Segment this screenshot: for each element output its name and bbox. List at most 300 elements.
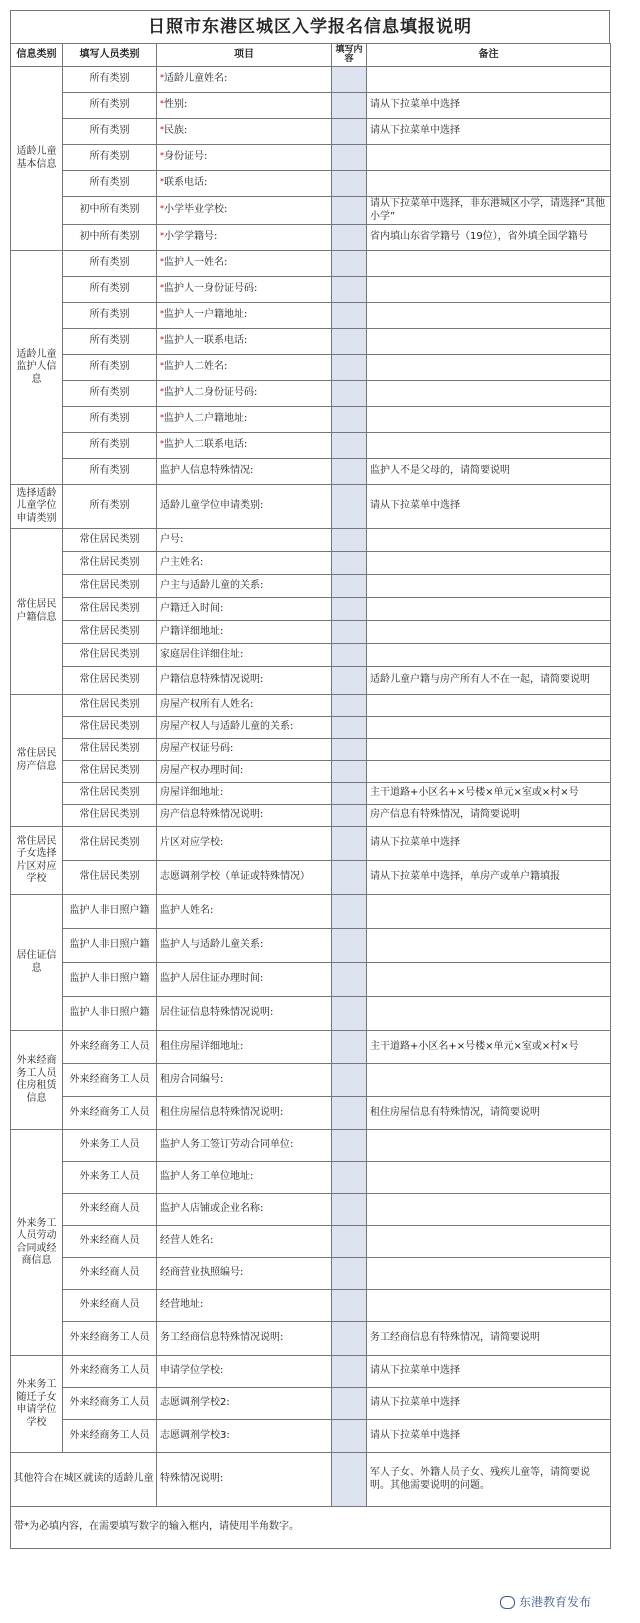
note-cell: [367, 67, 611, 93]
table-row: [11, 1194, 611, 1226]
role-cell: 常住居民类别: [63, 575, 157, 598]
role-cell: 常住居民类别: [63, 644, 157, 667]
table-row: [11, 761, 611, 783]
note-cell: [367, 1064, 611, 1097]
role-cell: 外来经商人员: [63, 1290, 157, 1322]
role-cell: 外来经商人员: [63, 1258, 157, 1290]
note-cell: [367, 1130, 611, 1162]
item-label: 监护人二身份证号码:: [164, 387, 258, 399]
fill-input-cell[interactable]: [332, 381, 367, 407]
required-mark: *: [160, 231, 164, 241]
item-cell: [157, 717, 332, 739]
role-cell: 外来务工人员: [63, 1162, 157, 1194]
fill-input-cell[interactable]: [332, 997, 367, 1031]
role-cell: 监护人非日照户籍: [63, 929, 157, 963]
role-cell: 外来经商务工人员: [63, 1097, 157, 1130]
role-cell: 外来经商务工人员: [63, 1356, 157, 1388]
table-row: [11, 1420, 611, 1453]
required-mark: *: [160, 309, 164, 319]
required-mark: *: [160, 361, 164, 371]
item-label: 小学学籍号:: [164, 231, 218, 243]
table-row: [11, 329, 611, 355]
watermark-text: 东港教育发布: [519, 1595, 592, 1609]
fill-input-cell[interactable]: [332, 783, 367, 805]
note-cell: 请从下拉菜单中选择，单房产或单户籍填报: [367, 861, 611, 895]
required-mark: *: [160, 439, 164, 449]
required-mark: *: [160, 151, 164, 161]
fill-input-cell[interactable]: [332, 407, 367, 433]
note-cell: [367, 963, 611, 997]
note-cell: [367, 695, 611, 717]
info-table: [10, 43, 611, 1549]
table-row: [11, 997, 611, 1031]
note-cell: 监护人不是父母的，请简要说明: [367, 459, 611, 485]
category-cell: 常住居民房产信息: [11, 695, 63, 827]
item-label: 适龄儿童学位申请类别:: [160, 500, 264, 512]
item-label: 监护人一户籍地址:: [164, 309, 248, 321]
note-cell: 适龄儿童户籍与房产所有人不在一起，请简要说明: [367, 667, 611, 695]
role-cell: 常住居民类别: [63, 783, 157, 805]
required-mark: *: [160, 73, 164, 83]
note-cell: 主干道路+小区名+×号楼×单元×室或×村×号: [367, 1031, 611, 1064]
fill-input-cell[interactable]: [332, 433, 367, 459]
item-cell: [157, 93, 332, 119]
item-cell: [157, 145, 332, 171]
item-label: 经商营业执照编号:: [160, 1267, 244, 1279]
note-cell: 请从下拉菜单中选择: [367, 827, 611, 861]
item-label: 志愿调剂学校2:: [160, 1397, 230, 1409]
info-sheet: [10, 10, 610, 1549]
note-cell: [367, 433, 611, 459]
header-note: 备注: [367, 44, 611, 67]
fill-input-cell[interactable]: [332, 485, 367, 529]
fill-input-cell[interactable]: [332, 197, 367, 225]
role-cell: 监护人非日照户籍: [63, 895, 157, 929]
note-cell: [367, 1162, 611, 1194]
item-cell: [157, 1322, 332, 1356]
role-cell: 监护人非日照户籍: [63, 997, 157, 1031]
item-cell: [157, 355, 332, 381]
item-cell: [157, 407, 332, 433]
item-cell: [157, 277, 332, 303]
fill-input-cell[interactable]: [332, 1097, 367, 1130]
fill-input-cell[interactable]: [332, 827, 367, 861]
fill-input-cell[interactable]: [332, 1194, 367, 1226]
note-cell: 省内填山东省学籍号（19位），省外填全国学籍号: [367, 225, 611, 251]
role-cell: 外来务工人员: [63, 1130, 157, 1162]
note-cell: [367, 552, 611, 575]
role-cell: 所有类别: [63, 277, 157, 303]
role-cell: 常住居民类别: [63, 717, 157, 739]
fill-input-cell[interactable]: [332, 598, 367, 621]
item-cell: [157, 529, 332, 552]
fill-input-cell[interactable]: [332, 667, 367, 695]
category-cell: 外来务工人员劳动合同或经商信息: [11, 1130, 63, 1356]
table-row: [11, 861, 611, 895]
item-cell: [157, 895, 332, 929]
note-cell: 请从下拉菜单中选择: [367, 1388, 611, 1420]
note-cell: [367, 303, 611, 329]
note-cell: [367, 997, 611, 1031]
note-cell: [367, 277, 611, 303]
table-row: [11, 1130, 611, 1162]
note-cell: [367, 761, 611, 783]
category-cell: 常住居民子女选择片区对应学校: [11, 827, 63, 895]
table-row: [11, 485, 611, 529]
table-row: [11, 119, 611, 145]
role-cell: 所有类别: [63, 251, 157, 277]
item-cell: [157, 575, 332, 598]
fill-input-cell[interactable]: [332, 1322, 367, 1356]
table-row: [11, 529, 611, 552]
role-cell: 外来经商务工人员: [63, 1388, 157, 1420]
note-cell: 租住房屋信息有特殊情况，请简要说明: [367, 1097, 611, 1130]
item-cell: [157, 997, 332, 1031]
fill-input-cell[interactable]: [332, 1290, 367, 1322]
table-row: [11, 895, 611, 929]
fill-input-cell[interactable]: [332, 1130, 367, 1162]
required-mark: *: [160, 413, 164, 423]
item-cell: [157, 1258, 332, 1290]
item-label: 经营地址:: [160, 1299, 204, 1311]
table-row: [11, 1064, 611, 1097]
role-cell: 所有类别: [63, 67, 157, 93]
role-cell: 所有类别: [63, 119, 157, 145]
role-cell: 常住居民类别: [63, 552, 157, 575]
fill-input-cell[interactable]: [332, 251, 367, 277]
item-label: 房屋产权证号码:: [160, 743, 234, 755]
note-cell: 请从下拉菜单中选择: [367, 1356, 611, 1388]
role-cell: 监护人非日照户籍: [63, 963, 157, 997]
table-row: [11, 667, 611, 695]
item-label: 志愿调剂学校3:: [160, 1429, 230, 1441]
note-cell: [367, 1226, 611, 1258]
item-label: 居住证信息特殊情况说明:: [160, 1007, 274, 1019]
table-row: [11, 381, 611, 407]
role-cell: 常住居民类别: [63, 621, 157, 644]
item-cell: [157, 1420, 332, 1453]
note-cell: 房产信息有特殊情况，请简要说明: [367, 805, 611, 827]
role-cell: 所有类别: [63, 355, 157, 381]
table-row: [11, 575, 611, 598]
table-row: [11, 1226, 611, 1258]
other-note: 军人子女、外籍人员子女、残疾儿童等，请简要说明。其他需要说明的问题。: [367, 1453, 611, 1507]
table-row: [11, 783, 611, 805]
item-label: 监护人店铺或企业名称:: [160, 1203, 264, 1215]
table-row: [11, 929, 611, 963]
required-mark: *: [160, 335, 164, 345]
item-label: 性别:: [164, 99, 188, 111]
item-label: 房屋产权办理时间:: [160, 765, 244, 777]
note-cell: 请从下拉菜单中选择，非东港城区小学，请选择“其他小学”: [367, 197, 611, 225]
table-row: [11, 717, 611, 739]
role-cell: 所有类别: [63, 329, 157, 355]
item-cell: [157, 621, 332, 644]
table-row: [11, 277, 611, 303]
item-label: 监护人一联系电话:: [164, 335, 248, 347]
note-cell: [367, 1290, 611, 1322]
fill-input-cell[interactable]: [332, 644, 367, 667]
note-cell: [367, 621, 611, 644]
item-cell: [157, 225, 332, 251]
role-cell: 外来经商人员: [63, 1226, 157, 1258]
table-row: [11, 303, 611, 329]
table-row: [11, 251, 611, 277]
table-row: [11, 644, 611, 667]
table-row: [11, 433, 611, 459]
item-cell: [157, 827, 332, 861]
role-cell: 外来经商人员: [63, 1194, 157, 1226]
item-cell: [157, 805, 332, 827]
note-cell: [367, 575, 611, 598]
table-row: [11, 739, 611, 761]
fill-input-cell[interactable]: [332, 1226, 367, 1258]
item-cell: [157, 644, 332, 667]
fill-input-cell[interactable]: [332, 1388, 367, 1420]
item-cell: [157, 1356, 332, 1388]
note-cell: [367, 171, 611, 197]
note-cell: [367, 529, 611, 552]
item-label: 房屋产权所有人姓名:: [160, 699, 254, 711]
fill-input-cell[interactable]: [332, 552, 367, 575]
item-label: 监护人二联系电话:: [164, 439, 248, 451]
table-row: [11, 1258, 611, 1290]
item-cell: [157, 1226, 332, 1258]
fill-input-cell[interactable]: [332, 861, 367, 895]
page-title: 日照市东港区城区入学报名信息填报说明: [10, 10, 610, 43]
item-label: 民族:: [164, 125, 188, 137]
item-label: 监护人务工单位地址:: [160, 1171, 254, 1183]
role-cell: 所有类别: [63, 433, 157, 459]
table-row: [11, 695, 611, 717]
role-cell: 所有类别: [63, 93, 157, 119]
fill-input-cell[interactable]: [332, 1258, 367, 1290]
fill-input-cell[interactable]: [332, 739, 367, 761]
fill-input-cell[interactable]: [332, 929, 367, 963]
fill-input-cell[interactable]: [332, 329, 367, 355]
note-cell: [367, 145, 611, 171]
role-cell: 常住居民类别: [63, 529, 157, 552]
role-cell: 常住居民类别: [63, 861, 157, 895]
item-cell: [157, 1031, 332, 1064]
header-fill: 填写内容: [332, 44, 367, 67]
role-cell: 外来经商务工人员: [63, 1322, 157, 1356]
table-row: [11, 1356, 611, 1388]
table-row: [11, 171, 611, 197]
item-cell: [157, 433, 332, 459]
item-cell: [157, 1064, 332, 1097]
item-label: 监护人与适龄儿童关系:: [160, 939, 264, 951]
role-cell: 外来经商务工人员: [63, 1064, 157, 1097]
other-fill-input[interactable]: [332, 1453, 367, 1507]
footnote-row: [11, 1507, 611, 1549]
fill-input-cell[interactable]: [332, 225, 367, 251]
role-cell: 常住居民类别: [63, 667, 157, 695]
note-cell: [367, 407, 611, 433]
category-cell: 居住证信息: [11, 895, 63, 1031]
item-cell: [157, 761, 332, 783]
table-body: [11, 67, 611, 1453]
required-mark: *: [160, 99, 164, 109]
item-label: 务工经商信息特殊情况说明:: [160, 1332, 284, 1344]
wechat-icon: [500, 1596, 515, 1609]
item-cell: [157, 1130, 332, 1162]
note-cell: 主干道路+小区名+×号楼×单元×室或×村×号: [367, 783, 611, 805]
item-cell: [157, 1388, 332, 1420]
header-row: [11, 44, 611, 67]
item-label: 监护人一身份证号码:: [164, 283, 258, 295]
fill-input-cell[interactable]: [332, 621, 367, 644]
item-label: 监护人姓名:: [160, 905, 214, 917]
role-cell: 所有类别: [63, 407, 157, 433]
role-cell: 初中所有类别: [63, 225, 157, 251]
fill-input-cell[interactable]: [332, 761, 367, 783]
item-cell: [157, 1097, 332, 1130]
fill-input-cell[interactable]: [332, 1356, 367, 1388]
note-cell: [367, 895, 611, 929]
note-cell: 请从下拉菜单中选择: [367, 1420, 611, 1453]
table-row: [11, 1322, 611, 1356]
item-label: 小学毕业学校:: [164, 204, 228, 216]
fill-input-cell[interactable]: [332, 963, 367, 997]
item-cell: [157, 861, 332, 895]
category-cell: 常住居民户籍信息: [11, 529, 63, 695]
fill-input-cell[interactable]: [332, 1420, 367, 1453]
required-mark: *: [160, 204, 164, 214]
item-label: 监护人一姓名:: [164, 257, 228, 269]
fill-input-cell[interactable]: [332, 805, 367, 827]
item-cell: [157, 929, 332, 963]
item-cell: [157, 552, 332, 575]
category-cell: 外来务工随迁子女申请学位学校: [11, 1356, 63, 1453]
table-row: [11, 1097, 611, 1130]
item-cell: [157, 459, 332, 485]
item-label: 监护人信息特殊情况:: [160, 465, 254, 477]
item-cell: [157, 329, 332, 355]
item-cell: [157, 381, 332, 407]
other-row: [11, 1453, 611, 1507]
role-cell: 常住居民类别: [63, 805, 157, 827]
table-row: [11, 355, 611, 381]
fill-input-cell[interactable]: [332, 277, 367, 303]
category-cell: 适龄儿童基本信息: [11, 67, 63, 251]
table-row: [11, 963, 611, 997]
role-cell: 常住居民类别: [63, 598, 157, 621]
fill-input-cell[interactable]: [332, 1162, 367, 1194]
note-cell: [367, 1258, 611, 1290]
table-row: [11, 225, 611, 251]
watermark: [500, 1593, 591, 1610]
required-mark: *: [160, 257, 164, 267]
table-row: [11, 1290, 611, 1322]
fill-input-cell[interactable]: [332, 119, 367, 145]
table-row: [11, 197, 611, 225]
role-cell: 所有类别: [63, 381, 157, 407]
item-cell: [157, 739, 332, 761]
fill-input-cell[interactable]: [332, 529, 367, 552]
item-cell: [157, 485, 332, 529]
item-label: 租房合同编号:: [160, 1073, 224, 1085]
fill-input-cell[interactable]: [332, 171, 367, 197]
item-label: 监护人务工签订劳动合同单位:: [160, 1139, 294, 1151]
table-row: [11, 598, 611, 621]
item-label: 经营人姓名:: [160, 1235, 214, 1247]
item-label: 房屋产权人与适龄儿童的关系:: [160, 721, 294, 733]
note-cell: 务工经商信息有特殊情况，请简要说明: [367, 1322, 611, 1356]
fill-input-cell[interactable]: [332, 145, 367, 171]
role-cell: 常住居民类别: [63, 761, 157, 783]
fill-input-cell[interactable]: [332, 695, 367, 717]
table-row: [11, 552, 611, 575]
item-label: 房屋详细地址:: [160, 787, 224, 799]
header-category: 信息类别: [11, 44, 63, 67]
fill-input-cell[interactable]: [332, 355, 367, 381]
item-cell: [157, 251, 332, 277]
item-label: 租住房屋信息特殊情况说明:: [160, 1106, 284, 1118]
role-cell: 常住居民类别: [63, 827, 157, 861]
item-label: 申请学位学校:: [160, 1365, 224, 1377]
item-label: 户籍信息特殊情况说明:: [160, 674, 264, 686]
table-row: [11, 1031, 611, 1064]
note-cell: [367, 329, 611, 355]
table-row: [11, 621, 611, 644]
other-item: 特殊情况说明:: [157, 1453, 332, 1507]
role-cell: 所有类别: [63, 145, 157, 171]
role-cell: 所有类别: [63, 303, 157, 329]
item-label: 片区对应学校:: [160, 837, 224, 849]
fill-input-cell[interactable]: [332, 895, 367, 929]
category-cell: 选择适龄儿童学位申请类别: [11, 485, 63, 529]
fill-input-cell[interactable]: [332, 1031, 367, 1064]
item-label: 适龄儿童姓名:: [164, 73, 228, 85]
category-cell: 适龄儿童监护人信息: [11, 251, 63, 485]
role-cell: 所有类别: [63, 459, 157, 485]
note-cell: [367, 381, 611, 407]
item-cell: [157, 197, 332, 225]
note-cell: [367, 598, 611, 621]
item-label: 家庭居住详细住址:: [160, 648, 244, 660]
note-cell: 请从下拉菜单中选择: [367, 93, 611, 119]
role-cell: 初中所有类别: [63, 197, 157, 225]
fill-input-cell[interactable]: [332, 717, 367, 739]
item-cell: [157, 695, 332, 717]
fill-input-cell[interactable]: [332, 67, 367, 93]
item-cell: [157, 598, 332, 621]
item-label: 户主姓名:: [160, 556, 204, 568]
fill-input-cell[interactable]: [332, 575, 367, 598]
item-cell: [157, 667, 332, 695]
note-cell: [367, 644, 611, 667]
item-label: 租住房屋详细地址:: [160, 1040, 244, 1052]
item-cell: [157, 67, 332, 93]
item-label: 户主与适龄儿童的关系:: [160, 579, 264, 591]
item-label: 房产信息特殊情况说明:: [160, 809, 264, 821]
required-mark: *: [160, 283, 164, 293]
table-row: [11, 93, 611, 119]
item-cell: [157, 171, 332, 197]
fill-input-cell[interactable]: [332, 459, 367, 485]
fill-input-cell[interactable]: [332, 303, 367, 329]
item-label: 监护人二姓名:: [164, 361, 228, 373]
item-label: 监护人二户籍地址:: [164, 413, 248, 425]
fill-input-cell[interactable]: [332, 93, 367, 119]
role-cell: 所有类别: [63, 485, 157, 529]
role-cell: 外来经商务工人员: [63, 1031, 157, 1064]
note-cell: 请从下拉菜单中选择: [367, 485, 611, 529]
note-cell: [367, 355, 611, 381]
fill-input-cell[interactable]: [332, 1064, 367, 1097]
item-label: 户籍详细地址:: [160, 625, 224, 637]
